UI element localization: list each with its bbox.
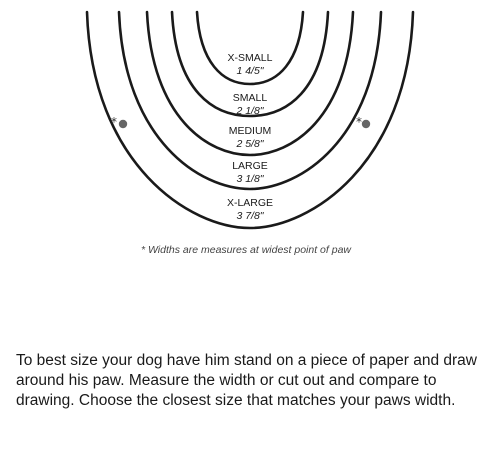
size-name-x-large: X-LARGE xyxy=(226,197,274,209)
widest-point-marker-right xyxy=(362,120,370,128)
marker-asterisk-left: * xyxy=(111,115,117,129)
size-name-small: SMALL xyxy=(232,92,268,104)
widest-point-marker-left xyxy=(119,120,127,128)
size-name-x-small: X-SMALL xyxy=(227,52,273,64)
sizing-instructions: To best size your dog have him stand on a piece of paper and draw around his paw. Measure the width or cut out and compare to drawing. Choose the closest size that matches your paws width. xyxy=(16,352,477,409)
size-width-medium: 2 5/8" xyxy=(236,138,264,150)
size-width-large: 3 1/8" xyxy=(236,173,264,185)
size-width-x-small: 1 4/5" xyxy=(236,65,264,77)
width-footnote: * Widths are measures at widest point of paw xyxy=(140,244,352,256)
size-name-medium: MEDIUM xyxy=(228,125,272,137)
outline-x-large xyxy=(87,12,413,228)
size-width-small: 2 1/8" xyxy=(236,105,264,117)
size-name-large: LARGE xyxy=(232,160,268,172)
marker-asterisk-right: * xyxy=(356,115,362,129)
size-width-x-large: 3 7/8" xyxy=(236,210,264,222)
